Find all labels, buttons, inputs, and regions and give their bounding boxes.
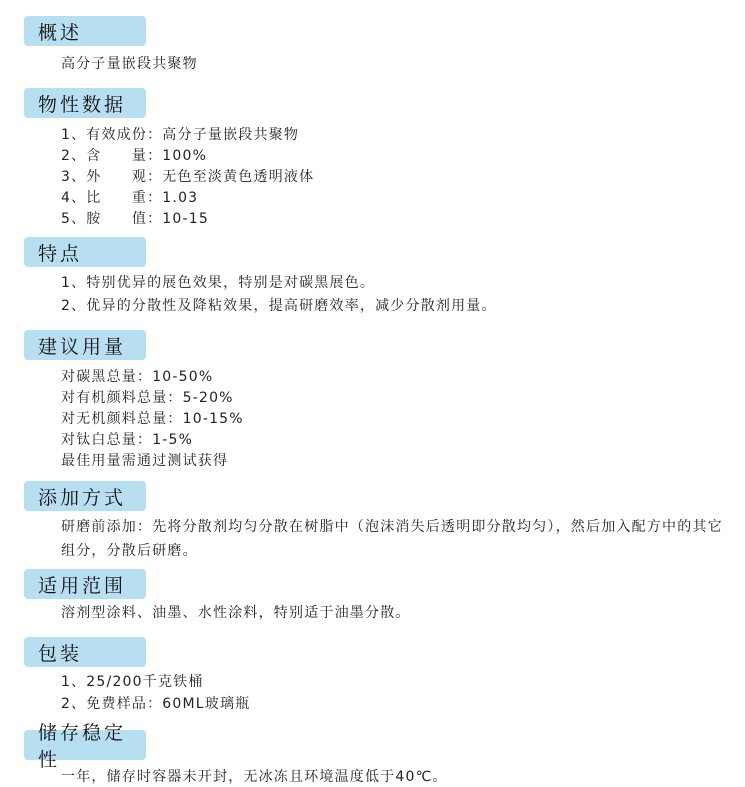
dosage-line: 对有机颜料总量：5-20% [61, 390, 234, 406]
property-line: 4、比 重：1.03 [61, 190, 199, 206]
addition-text: 研磨前添加：先将分散剂均匀分散在树脂中（泡沫消失后透明即分散均匀），然后加入配方中的其它组分，分散后研磨。 [61, 519, 723, 559]
feature-line: 2、优异的分散性及降粘效果，提高研磨效率，减少分散剂用量。 [61, 298, 497, 314]
property-line: 2、含 量：100% [61, 148, 208, 164]
section-title-dosage: 建议用量 [24, 330, 146, 360]
section-title-properties: 物性数据 [24, 88, 146, 118]
scope-text: 溶剂型涂料、油墨、水性涂料，特别适于油墨分散。 [61, 605, 411, 621]
section-title-packaging: 包装 [24, 637, 146, 667]
dosage-line: 最佳用量需通过测试获得 [61, 453, 229, 469]
feature-line: 1、特别优异的展色效果，特别是对碳黑展色。 [61, 275, 376, 291]
packaging-line: 2、免费样品：60ML玻璃瓶 [61, 696, 251, 712]
section-title-storage: 储存稳定性 [24, 730, 146, 760]
storage-text: 一年，储存时容器未开封，无冰冻且环境温度低于40℃。 [61, 769, 448, 785]
overview-text: 高分子量嵌段共聚物 [61, 56, 198, 72]
packaging-line: 1、25/200千克铁桶 [61, 674, 204, 690]
section-title-overview: 概述 [24, 16, 146, 46]
property-line: 3、外 观：无色至淡黄色透明液体 [61, 169, 315, 185]
property-line: 5、胺 值：10-15 [61, 211, 209, 227]
section-title-features: 特点 [24, 237, 146, 267]
dosage-line: 对碳黑总量：10-50% [61, 369, 214, 385]
property-line: 1、有效成份：高分子量嵌段共聚物 [61, 127, 300, 143]
section-title-scope: 适用范围 [24, 569, 146, 599]
dosage-line: 对无机颜料总量：10-15% [61, 411, 244, 427]
dosage-line: 对钛白总量：1-5% [61, 432, 194, 448]
section-title-addition: 添加方式 [24, 481, 146, 511]
